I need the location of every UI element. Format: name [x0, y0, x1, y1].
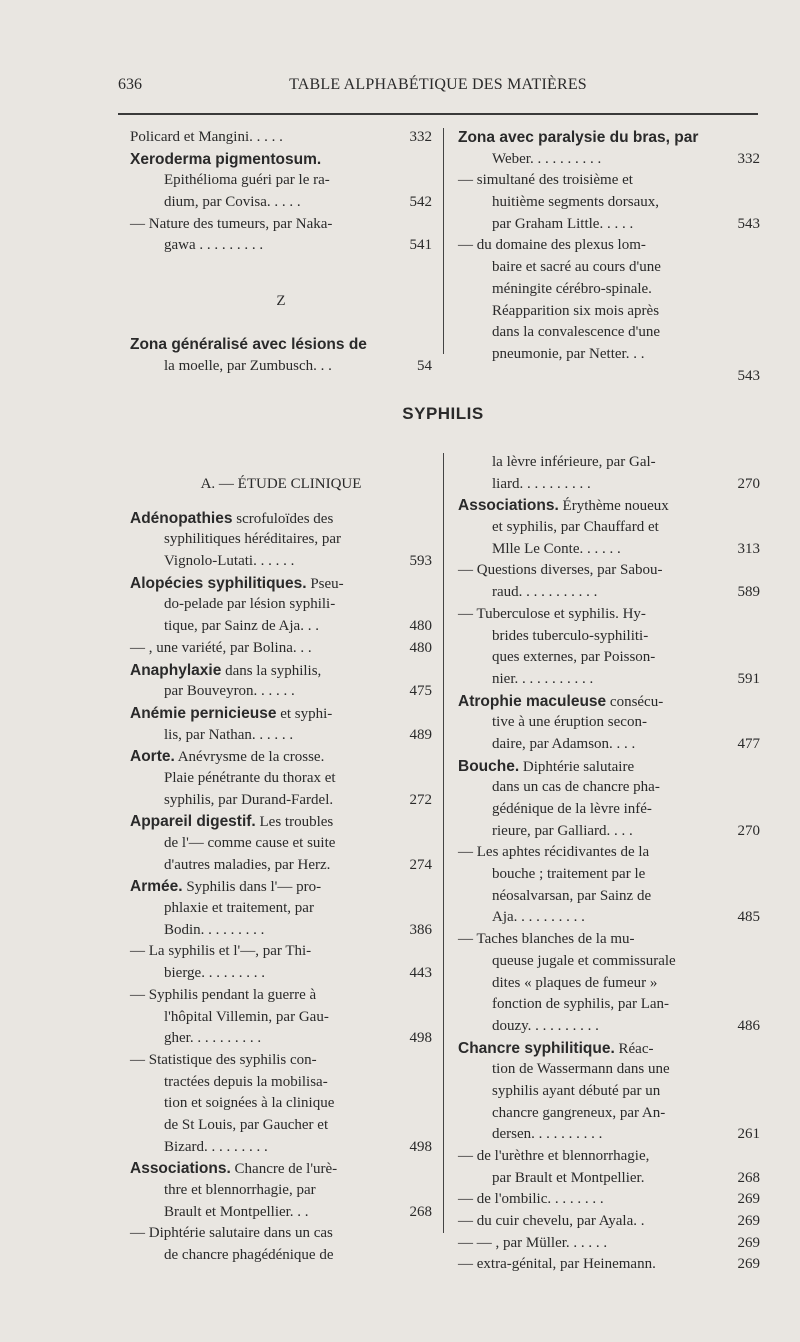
index-line: pneumonie, par Netter. . .	[492, 345, 645, 362]
index-line: syphilitiques héréditaires, par	[164, 531, 342, 548]
index-line: rieure, par Galliard. . . . 270	[492, 822, 760, 839]
index-line: Bouche. Diphtérie salutaire	[458, 757, 635, 775]
index-line: lis, par Nathan. . . . . . 489	[164, 726, 432, 743]
index-line: douzy. . . . . . . . . . 486	[492, 1017, 760, 1034]
index-line: de chancre phagédénique de	[164, 1247, 334, 1264]
index-line: méningite cérébro-spinale.	[492, 280, 652, 297]
index-line: dium, par Covisa. . . . . 542	[164, 194, 432, 211]
index-line: brides tuberculo-syphiliti-	[492, 627, 649, 644]
index-line: — Questions diverses, par Sabou-	[458, 562, 663, 579]
top-left-column	[130, 127, 432, 378]
index-line: Réapparition six mois après	[492, 302, 660, 319]
index-line: do-pelade par lésion syphili-	[164, 596, 336, 613]
index-line: — du domaine des plexus lom-	[458, 237, 646, 254]
index-line: la lèvre inférieure, par Gal-	[492, 454, 656, 470]
index-line: raud. . . . . . . . . . . 589	[492, 584, 760, 601]
index-line: dites « plaques de fumeur »	[492, 974, 658, 991]
index-line: Xeroderma pigmentosum.	[130, 150, 322, 168]
index-line: gawa . . . . . . . . . 541	[164, 237, 432, 254]
index-line: Zona généralisé avec lésions de	[130, 336, 367, 354]
index-line: et syphilis, par Chauffard et	[492, 519, 659, 536]
index-line: huitième segments dorsaux,	[492, 194, 660, 211]
index-line: chancre gangreneux, par An-	[492, 1104, 666, 1121]
page-number: 636	[118, 76, 142, 93]
index-line: Brault et Montpellier. . . 268	[164, 1203, 432, 1220]
index-line: — , une variété, par Bolina. . . 480	[130, 639, 432, 656]
index-line: d'autres maladies, par Herz. 274	[164, 856, 432, 873]
index-line: tique, par Sainz de Aja. . . 480	[164, 618, 432, 635]
index-line: Plaie pénétrante du thorax et	[164, 769, 336, 786]
index-line: Zona avec paralysie du bras, par	[458, 129, 699, 146]
index-line: baire et sacré au cours d'une	[492, 259, 661, 276]
index-line: ques externes, par Poisson-	[492, 649, 656, 666]
index-line: Aorte. Anévrysme de la crosse.	[130, 748, 325, 766]
index-line: dans la convalescence d'une	[492, 324, 661, 341]
index-line: Bizard. . . . . . . . . 498	[164, 1138, 432, 1155]
index-line: — Diphtérie salutaire dans un cas	[130, 1225, 333, 1242]
index-line: Anémie pernicieuse et syphi-	[130, 704, 333, 722]
section-title: SYPHILIS	[402, 404, 484, 423]
index-line: de l'— comme cause et suite	[164, 835, 336, 851]
index-line: — extra-génital, par Heinemann. 269	[458, 1256, 760, 1273]
index-line: néosalvarsan, par Sainz de	[492, 887, 652, 904]
index-line: nier. . . . . . . . . . . 591	[492, 670, 760, 687]
index-line: — Taches blanches de la mu-	[458, 931, 635, 948]
index-line: Anaphylaxie dans la syphilis,	[130, 661, 322, 679]
index-line: — Syphilis pendant la guerre à	[130, 986, 317, 1003]
index-line: gédénique de la lèvre infé-	[492, 801, 652, 817]
index-line: par Bouveyron. . . . . . 475	[164, 683, 432, 700]
index-line: Policard et Mangini. . . . . 332	[130, 129, 432, 145]
index-line: Armée. Syphilis dans l'— pro-	[130, 878, 322, 896]
index-line: liard. . . . . . . . . . 270	[492, 475, 760, 492]
index-line: tractées depuis la mobilisa-	[164, 1073, 328, 1090]
index-line: Chancre syphilitique. Réac-	[458, 1039, 654, 1057]
index-line: Alopécies syphilitiques. Pseu-	[130, 574, 344, 592]
index-line: Epithélioma guéri par le ra-	[164, 172, 330, 189]
index-line: dersen. . . . . . . . . . 261	[492, 1126, 760, 1143]
index-line: Appareil digestif. Les troubles	[130, 813, 334, 831]
index-line: daire, par Adamson. . . . 477	[492, 735, 760, 752]
index-line: par Brault et Montpellier. 268	[492, 1169, 760, 1186]
subsection-heading: A. — ÉTUDE CLINIQUE	[200, 476, 362, 492]
index-line: bierge. . . . . . . . . 443	[164, 965, 432, 982]
index-line: phlaxie et traitement, par	[164, 900, 314, 917]
index-line: fonction de syphilis, par Lan-	[492, 996, 670, 1013]
index-line: Mlle Le Conte. . . . . . 313	[492, 540, 760, 557]
index-line: — — , par Müller. . . . . . 269	[458, 1234, 760, 1251]
index-line: tion de Wassermann dans une	[492, 1061, 670, 1078]
index-line: thre et blennorrhagie, par	[164, 1182, 316, 1198]
index-line: bouche ; traitement par le	[492, 866, 646, 883]
index-line: — Les aphtes récidivantes de la	[458, 844, 650, 861]
column-rule	[443, 128, 444, 354]
index-line: — de l'urèthre et blennorrhagie,	[458, 1148, 650, 1164]
index-line: — La syphilis et l'—, par Thi-	[130, 943, 312, 960]
index-line: Aja. . . . . . . . . . 485	[492, 909, 760, 926]
index-line: 543	[737, 367, 760, 384]
index-line: queuse jugale et commissurale	[492, 952, 676, 969]
index-line: tion et soignées à la clinique	[164, 1095, 335, 1112]
index-line: syphilis ayant débuté par un	[492, 1082, 661, 1099]
index-line: — Statistique des syphilis con-	[130, 1051, 317, 1068]
index-line: Weber. . . . . . . . . . 332	[492, 150, 760, 167]
column-rule	[443, 453, 444, 1233]
index-line: — du cuir chevelu, par Ayala. . 269	[458, 1213, 760, 1230]
index-line: Adénopathies scrofuloïdes des	[130, 509, 334, 527]
index-line: — simultané des troisième et	[458, 172, 633, 189]
index-line: Bodin. . . . . . . . . 386	[164, 921, 432, 938]
letter-heading: Z	[276, 292, 286, 309]
index-line: par Graham Little. . . . . 543	[492, 215, 760, 232]
index-line: la moelle, par Zumbusch. . . 54	[164, 357, 432, 374]
header-rule	[118, 113, 758, 115]
index-line: — Nature des tumeurs, par Naka-	[130, 215, 333, 232]
index-line: Associations. Érythème noueux	[458, 497, 669, 515]
index-line: Vignolo-Lutati. . . . . . 593	[164, 553, 432, 570]
index-line: Atrophie maculeuse consécu-	[458, 692, 664, 710]
main-left-column	[130, 474, 432, 1267]
index-line: — Tuberculose et syphilis. Hy-	[458, 605, 646, 622]
top-right-column	[458, 127, 760, 387]
index-line: dans un cas de chancre pha-	[492, 779, 660, 796]
index-line: Associations. Chancre de l'urè-	[130, 1160, 338, 1178]
index-line: l'hôpital Villemin, par Gau-	[164, 1008, 329, 1025]
running-title: TABLE ALPHABÉTIQUE DES MATIÈRES	[289, 76, 587, 93]
index-line: — de l'ombilic. . . . . . . . 269	[458, 1191, 760, 1208]
index-line: gher. . . . . . . . . . 498	[164, 1030, 432, 1047]
index-line: tive à une éruption secon-	[492, 714, 647, 731]
page-header	[118, 76, 758, 100]
index-line: syphilis, par Durand-Fardel. 272	[164, 791, 432, 808]
main-right-column	[458, 452, 760, 1276]
index-line: de St Louis, par Gaucher et	[164, 1116, 329, 1133]
